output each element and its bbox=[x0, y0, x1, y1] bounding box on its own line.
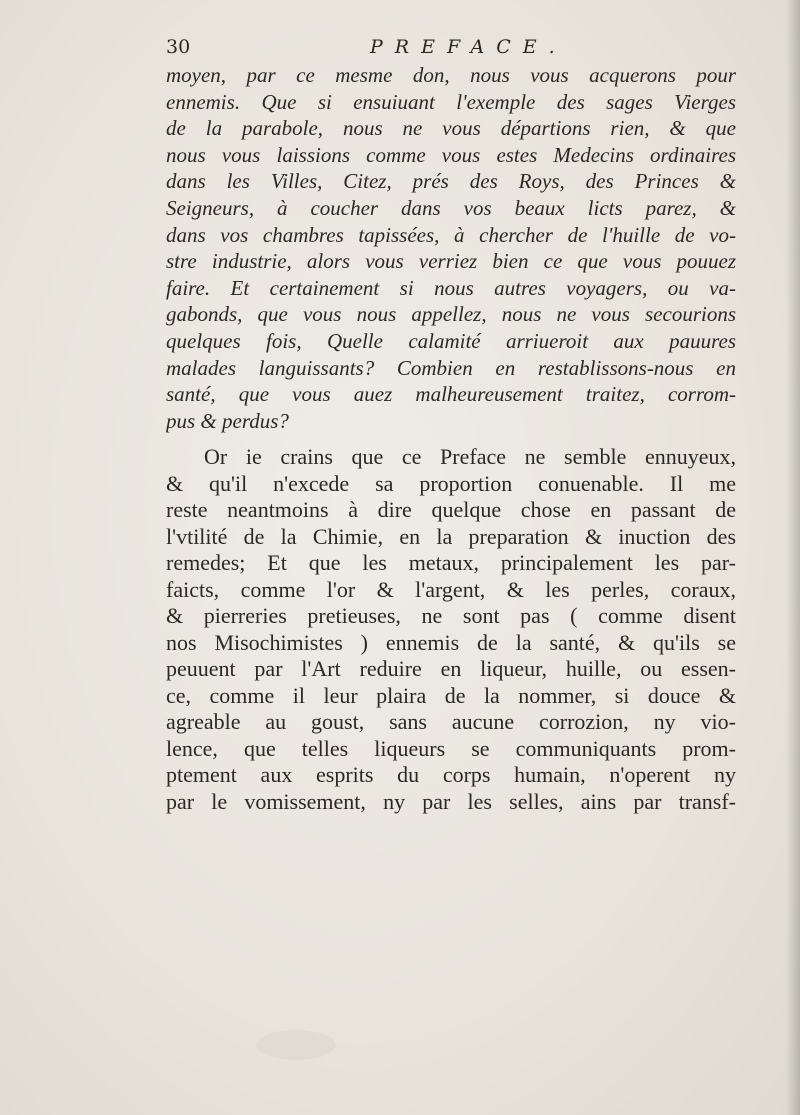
text-line: moyen, par ce mesme don, nous vous acquerons pour bbox=[166, 63, 736, 87]
text-line: Seigneurs, à coucher dans vos beaux licts parez, & bbox=[166, 195, 736, 220]
italic-paragraph bbox=[166, 62, 736, 434]
page-number: 30 bbox=[166, 36, 191, 58]
text-line: quelques fois, Quelle calamité arriueroit aux pauures bbox=[166, 328, 736, 353]
page-edge-shadow bbox=[786, 0, 800, 1115]
paper-smudge bbox=[256, 1030, 336, 1060]
text-line: ennemis. Que si ensuiuant l'exemple des sages Vierges bbox=[166, 89, 736, 114]
text-line: remedes; Et que les metaux, principalement les par- bbox=[166, 550, 736, 576]
roman-paragraph bbox=[166, 444, 736, 815]
text-line: faicts, comme l'or & l'argent, & les perles, coraux, bbox=[166, 576, 736, 602]
text-line: dans vos chambres tapissées, à chercher de l'huille de vo- bbox=[166, 222, 736, 247]
text-line: pus & perdus? bbox=[166, 408, 289, 433]
text-line: nos Misochimistes ) ennemis de la santé, & qu'ils se bbox=[166, 629, 736, 655]
text-line: & qu'il n'excede sa proportion conuenable. Il me bbox=[166, 470, 736, 496]
paragraph-spacer bbox=[166, 434, 736, 444]
text-line: par le vomissement, ny par les selles, ains par transf- bbox=[166, 788, 736, 814]
text-line: faire. Et certainement si nous autres voyagers, ou va- bbox=[166, 275, 736, 300]
text-line: dans les Villes, Citez, prés des Roys, des Princes & bbox=[166, 169, 736, 194]
text-line: stre industrie, alors vous verriez bien ce que vous pouuez bbox=[166, 249, 736, 274]
page-header bbox=[0, 36, 800, 62]
text-line: reste neantmoins à dire quelque chose en passant de bbox=[166, 497, 736, 523]
body-text bbox=[166, 62, 736, 815]
text-line: malades languissants? Combien en restablissons-nous en bbox=[166, 355, 736, 380]
text-line: de la parabole, nous ne vous départions rien, & que bbox=[166, 116, 736, 141]
text-line: agreable au goust, sans aucune corrozion, ny vio- bbox=[166, 709, 736, 735]
text-line: santé, que vous auez malheureusement traitez, corrom- bbox=[166, 382, 736, 407]
text-line: gabonds, que vous nous appellez, nous ne vous secourions bbox=[166, 302, 736, 327]
text-line: peuuent par l'Art reduire en liqueur, huille, ou essen- bbox=[166, 656, 736, 682]
text-line: lence, que telles liqueurs se communiquants prom- bbox=[166, 735, 736, 761]
running-head: PREFACE. bbox=[370, 36, 567, 58]
text-line: & pierreries pretieuses, ne sont pas ( comme disent bbox=[166, 603, 736, 629]
text-line: Or ie crains que ce Preface ne semble ennuyeux, bbox=[204, 444, 736, 470]
text-line: l'vtilité de la Chimie, en la preparation & inuction des bbox=[166, 523, 736, 549]
text-line: ce, comme il leur plaira de la nommer, si douce & bbox=[166, 682, 736, 708]
text-line: nous vous laissions comme vous estes Medecins ordinaires bbox=[166, 142, 736, 167]
text-line: ptement aux esprits du corps humain, n'operent ny bbox=[166, 762, 736, 788]
